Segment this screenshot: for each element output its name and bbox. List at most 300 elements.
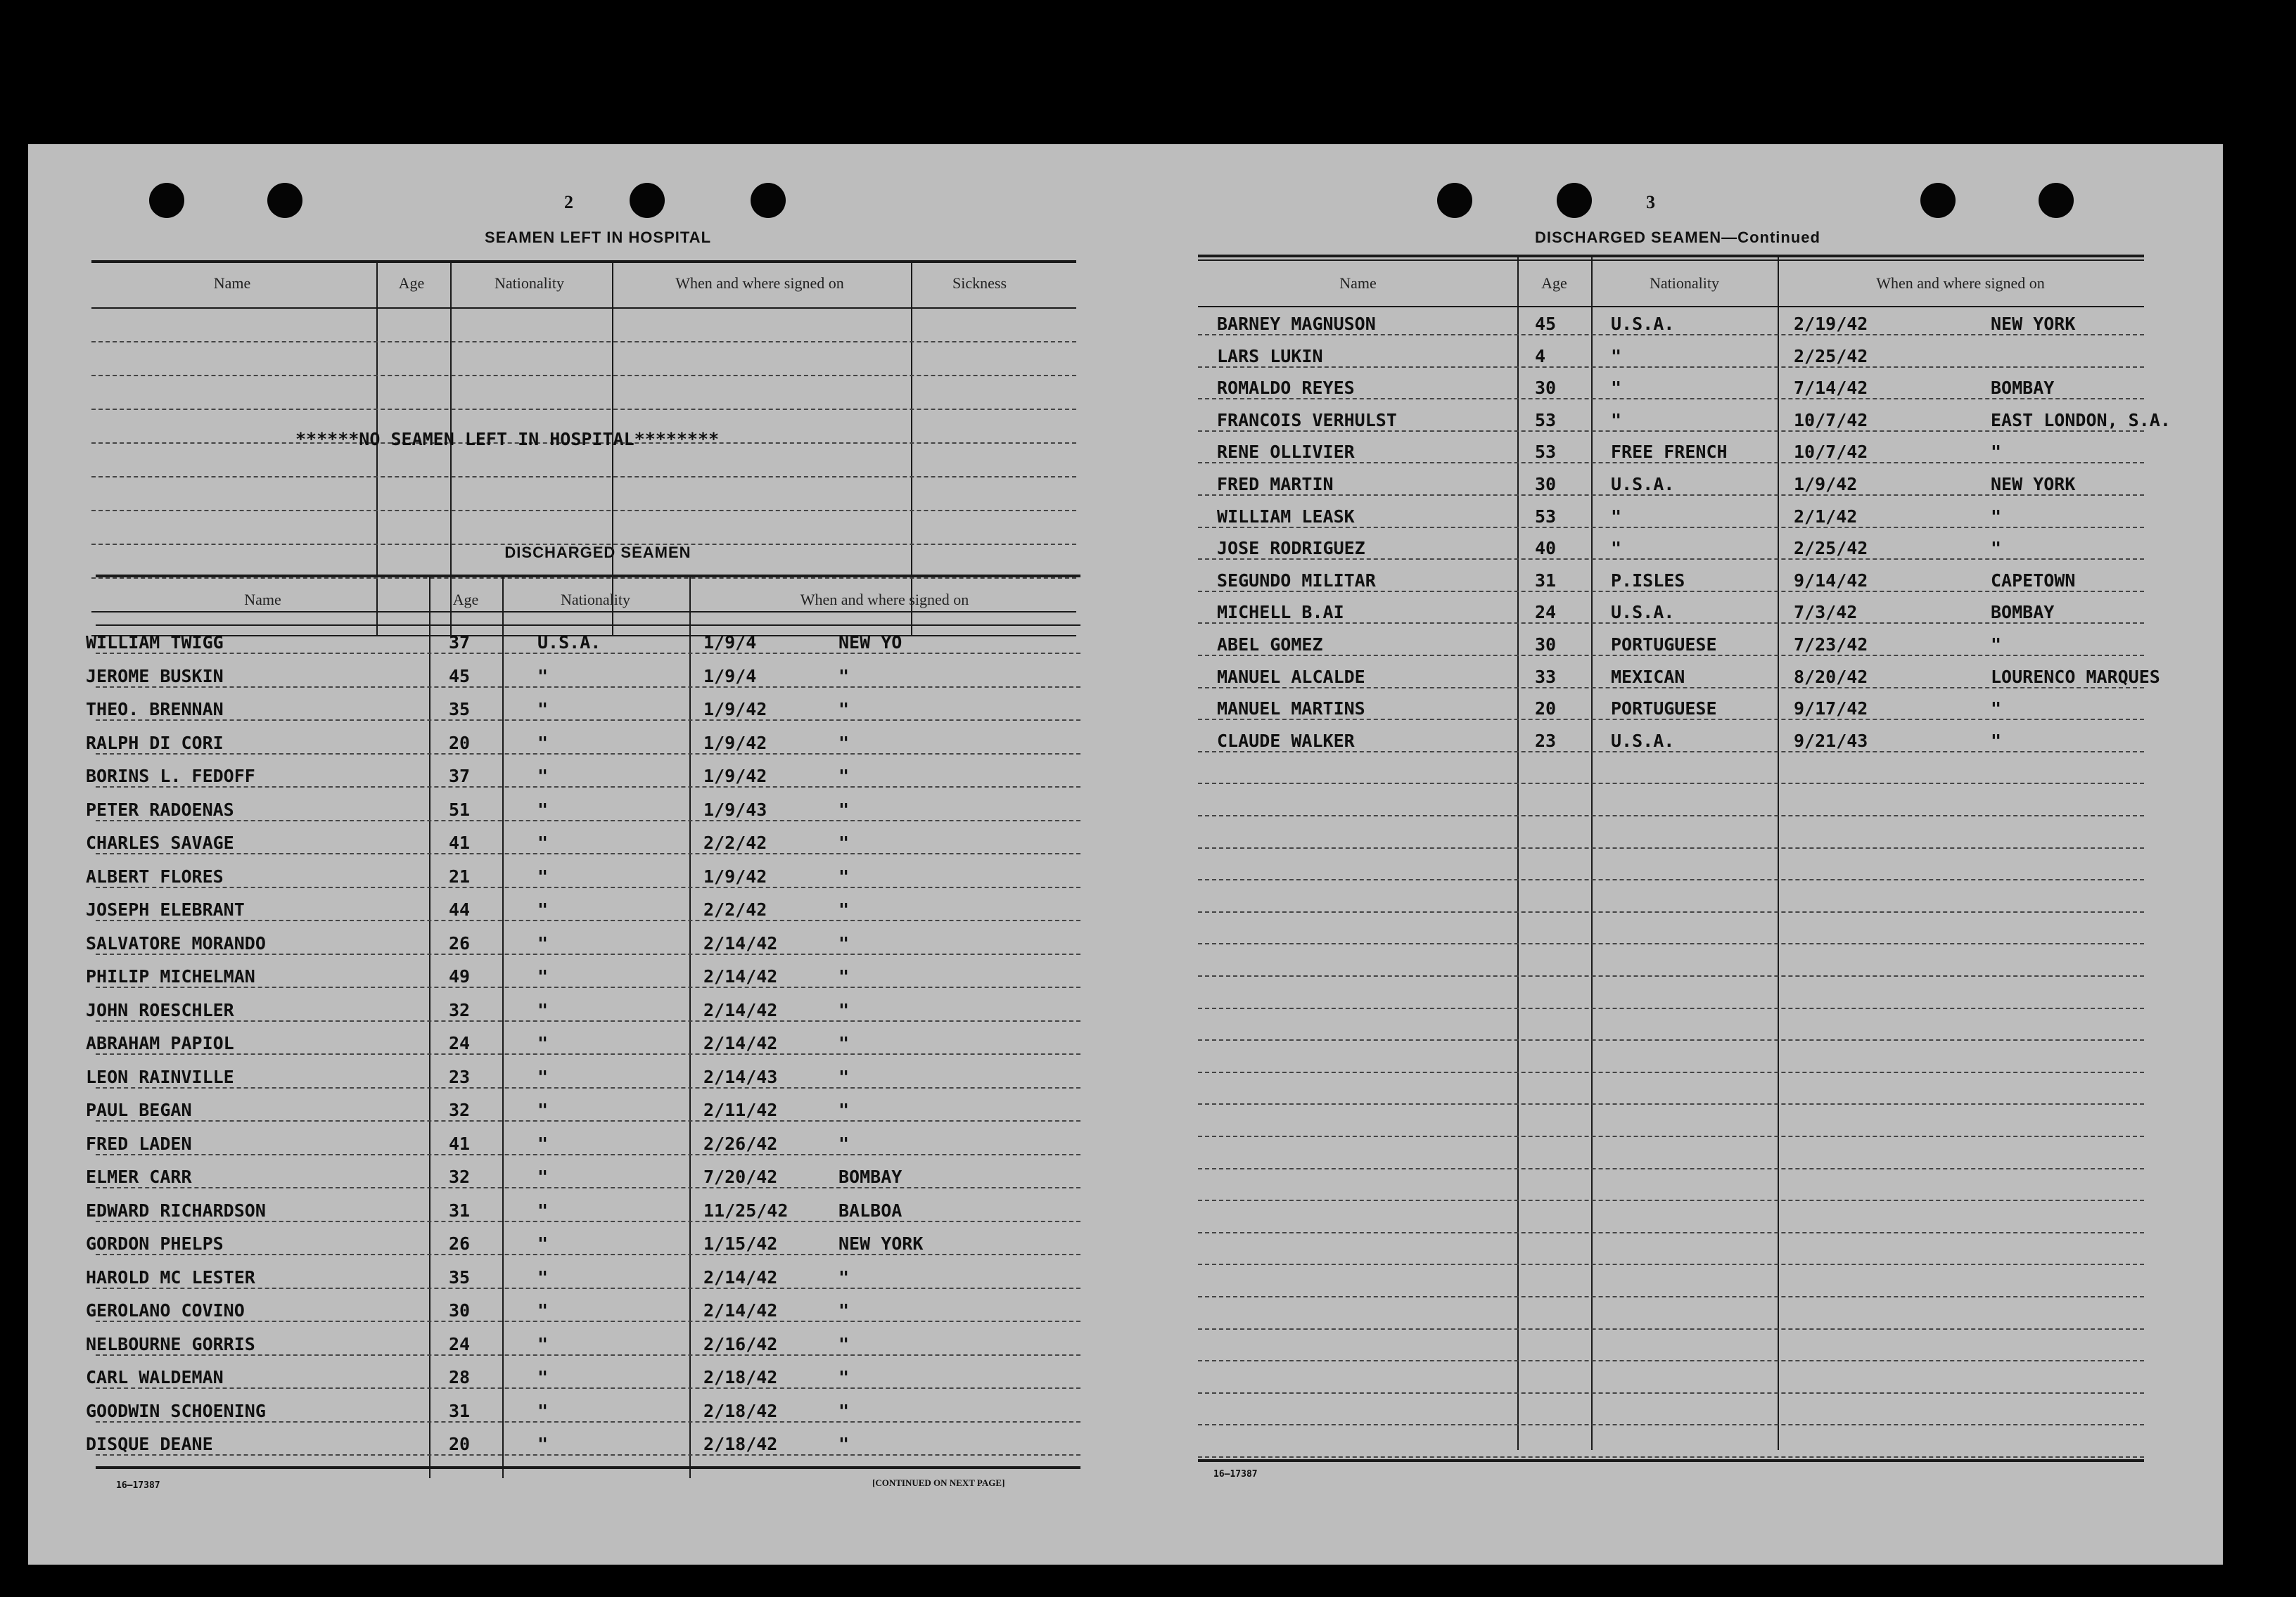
cell-age: 41	[449, 1133, 471, 1154]
row-line	[91, 341, 1076, 342]
row-line	[96, 1120, 1080, 1122]
row-line	[1198, 430, 2144, 432]
row-line	[1198, 655, 2144, 656]
cell-place: "	[838, 932, 850, 954]
cell-age: 30	[1535, 378, 1557, 399]
cell-age: 53	[1535, 506, 1557, 527]
cell-place: "	[838, 699, 850, 719]
cell-place: NEW YORK	[838, 1233, 924, 1254]
cell-nationality: U.S.A.	[1611, 474, 1675, 494]
form-number: 16—17387	[116, 1480, 160, 1491]
row-line	[1198, 591, 2144, 592]
cell-age: 37	[449, 766, 471, 786]
row-line	[1198, 1008, 2144, 1009]
col-divider	[1778, 255, 1779, 1450]
discharged-continued-title: DISCHARGED SEAMEN—Continued	[1535, 229, 1820, 246]
rule	[1198, 255, 2144, 257]
row-line	[1198, 1456, 2144, 1458]
row-line	[1198, 1264, 2144, 1265]
cell-nationality: "	[537, 766, 549, 786]
cell-place: "	[838, 1300, 850, 1321]
cell-place: "	[838, 866, 850, 887]
cell-nationality: "	[537, 665, 549, 686]
cell-age: 23	[1535, 730, 1557, 751]
hospital-col-name: Name	[213, 274, 251, 292]
cell-nationality: "	[537, 899, 549, 920]
cell-nationality: "	[537, 799, 549, 820]
rule	[96, 1466, 1080, 1469]
cell-age: 20	[449, 732, 471, 753]
row-line	[96, 786, 1080, 788]
cell-name: GEROLANO COVINO	[86, 1300, 245, 1321]
cell-date: 1/9/42	[703, 866, 767, 887]
cell-nationality: "	[1611, 345, 1622, 366]
cell-date: 2/1/42	[1794, 506, 1858, 527]
row-line	[1198, 687, 2144, 688]
cell-date: 7/23/42	[1794, 634, 1868, 655]
cell-date: 2/14/43	[703, 1066, 778, 1087]
cell-name: JOSE RODRIGUEZ	[1217, 538, 1365, 559]
right-page	[1125, 144, 2223, 1565]
cell-date: 10/7/42	[1794, 442, 1868, 463]
cell-age: 44	[449, 899, 471, 920]
cell-date: 11/25/42	[703, 1200, 789, 1221]
row-line	[96, 1421, 1080, 1423]
cell-age: 32	[449, 999, 471, 1020]
cell-nationality: "	[537, 732, 549, 753]
cell-name: JEROME BUSKIN	[86, 665, 224, 686]
cell-place: "	[838, 1266, 850, 1288]
cell-place: NEW YORK	[1991, 474, 2076, 494]
cell-name: ABEL GOMEZ	[1217, 634, 1323, 655]
cell-nationality: "	[537, 1333, 549, 1354]
cell-name: BORINS L. FEDOFF	[86, 766, 255, 786]
discharged-col-when-where: When and where signed on	[800, 591, 969, 608]
left-page	[28, 144, 1125, 1565]
cell-date: 1/9/4	[703, 632, 757, 653]
cell-age: 45	[449, 665, 471, 686]
hospital-col-nationality: Nationality	[495, 274, 564, 292]
row-line	[1198, 494, 2144, 496]
cell-date: 9/14/42	[1794, 570, 1868, 591]
cell-date: 2/14/42	[703, 1266, 778, 1288]
row-line	[96, 853, 1080, 854]
cell-name: MANUEL MARTINS	[1217, 698, 1365, 719]
cell-date: 10/7/42	[1794, 409, 1868, 430]
row-line	[1198, 879, 2144, 880]
row-line	[96, 753, 1080, 755]
row-line	[96, 1321, 1080, 1322]
hospital-col-when-where: When and where signed on	[675, 274, 844, 292]
row-line	[91, 375, 1076, 376]
row-line	[96, 1154, 1080, 1155]
cell-date: 2/14/42	[703, 999, 778, 1020]
rule	[91, 260, 1076, 263]
no-seamen-note: ******NO SEAMEN LEFT IN HOSPITAL********	[295, 429, 720, 449]
row-line	[1198, 1360, 2144, 1361]
col-divider	[1591, 255, 1593, 1450]
cell-nationality: PORTUGUESE	[1611, 698, 1717, 719]
rule	[96, 624, 1080, 626]
cell-nationality: "	[537, 1066, 549, 1087]
row-line	[1198, 1072, 2144, 1073]
cell-place: "	[838, 1400, 850, 1421]
cell-nationality: U.S.A.	[1611, 602, 1675, 623]
cell-name: JOHN ROESCHLER	[86, 999, 234, 1020]
cell-place: "	[838, 966, 850, 987]
cell-age: 30	[1535, 474, 1557, 494]
cell-date: 9/17/42	[1794, 698, 1868, 719]
cell-age: 24	[449, 1333, 471, 1354]
row-line	[1198, 462, 2144, 463]
cell-age: 35	[449, 1266, 471, 1288]
cell-place: "	[838, 1066, 850, 1087]
row-line	[1198, 366, 2144, 368]
right-col-age: Age	[1541, 274, 1567, 292]
cell-place: "	[838, 1100, 850, 1120]
cell-age: 37	[449, 632, 471, 653]
cell-date: 2/19/42	[1794, 314, 1868, 334]
discharged-col-age: Age	[452, 591, 479, 608]
cell-age: 21	[449, 866, 471, 887]
cell-place: "	[1991, 698, 2002, 719]
row-line	[1198, 847, 2144, 849]
cell-age: 28	[449, 1367, 471, 1387]
cell-date: 1/9/42	[1794, 474, 1858, 494]
cell-date: 7/20/42	[703, 1167, 778, 1187]
cell-name: FRED MARTIN	[1217, 474, 1334, 494]
row-line	[1198, 1296, 2144, 1297]
cell-age: 51	[449, 799, 471, 820]
cell-nationality: "	[1611, 378, 1622, 399]
cell-date: 2/18/42	[703, 1367, 778, 1387]
rule	[1198, 306, 2144, 307]
cell-nationality: "	[537, 1133, 549, 1154]
cell-name: MANUEL ALCALDE	[1217, 666, 1365, 687]
cell-age: 26	[449, 932, 471, 954]
row-line	[96, 920, 1080, 921]
cell-age: 31	[1535, 570, 1557, 591]
cell-place: NEW YORK	[1991, 314, 2076, 334]
cell-place: CAPETOWN	[1991, 570, 2076, 591]
cell-nationality: "	[537, 1233, 549, 1254]
row-line	[91, 577, 1076, 579]
page-number: 3	[1646, 192, 1655, 212]
cell-place: "	[1991, 538, 2002, 559]
cell-nationality: "	[1611, 506, 1622, 527]
cell-name: DISQUE DEANE	[86, 1434, 213, 1454]
cell-name: FRED LADEN	[86, 1133, 192, 1154]
row-line	[96, 1187, 1080, 1188]
cell-date: 2/26/42	[703, 1133, 778, 1154]
row-line	[1198, 943, 2144, 944]
cell-nationality: "	[537, 1434, 549, 1454]
cell-name: SALVATORE MORANDO	[86, 932, 266, 954]
rule	[96, 575, 1080, 577]
row-line	[1198, 1168, 2144, 1169]
row-line	[1198, 751, 2144, 752]
cell-place: "	[838, 766, 850, 786]
cell-date: 2/18/42	[703, 1400, 778, 1421]
cell-name: RENE OLLIVIER	[1217, 442, 1355, 463]
cell-nationality: U.S.A.	[1611, 314, 1675, 334]
cell-age: 45	[1535, 314, 1557, 334]
col-divider	[911, 260, 912, 636]
cell-place: "	[838, 899, 850, 920]
hospital-section-title: SEAMEN LEFT IN HOSPITAL	[484, 229, 712, 246]
cell-age: 41	[449, 833, 471, 853]
cell-age: 30	[1535, 634, 1557, 655]
cell-nationality: "	[537, 1100, 549, 1120]
cell-age: 24	[1535, 602, 1557, 623]
cell-name: GOODWIN SCHOENING	[86, 1400, 266, 1421]
cell-date: 1/9/42	[703, 732, 767, 753]
cell-date: 2/11/42	[703, 1100, 778, 1120]
row-line	[1198, 1392, 2144, 1394]
cell-nationality: "	[537, 932, 549, 954]
cell-name: EDWARD RICHARDSON	[86, 1200, 266, 1221]
cell-date: 1/9/42	[703, 766, 767, 786]
cell-place: "	[838, 732, 850, 753]
row-line	[1198, 1328, 2144, 1330]
discharged-col-name: Name	[244, 591, 281, 608]
cell-age: 35	[449, 699, 471, 719]
row-line	[1198, 622, 2144, 624]
cell-nationality: P.ISLES	[1611, 570, 1685, 591]
cell-date: 2/16/42	[703, 1333, 778, 1354]
cell-name: CHARLES SAVAGE	[86, 833, 234, 853]
cell-name: WILLIAM LEASK	[1217, 506, 1355, 527]
row-line	[96, 686, 1080, 688]
cell-place: NEW YO	[838, 632, 903, 653]
cell-name: GORDON PHELPS	[86, 1233, 224, 1254]
cell-date: 1/15/42	[703, 1233, 778, 1254]
hospital-col-age: Age	[398, 274, 425, 292]
page-number: 2	[564, 192, 573, 212]
cell-nationality: "	[537, 999, 549, 1020]
cell-nationality: "	[537, 1300, 549, 1321]
row-line	[96, 887, 1080, 888]
cell-nationality: FREE FRENCH	[1611, 442, 1728, 463]
cell-name: RALPH DI CORI	[86, 732, 224, 753]
cell-date: 2/2/42	[703, 899, 767, 920]
row-line	[1198, 1424, 2144, 1425]
cell-name: PAUL BEGAN	[86, 1100, 192, 1120]
cell-age: 24	[449, 1033, 471, 1053]
row-line	[1198, 1232, 2144, 1233]
row-line	[96, 719, 1080, 721]
cell-date: 2/25/42	[1794, 538, 1868, 559]
right-col-nationality: Nationality	[1650, 274, 1719, 292]
row-line	[91, 476, 1076, 477]
col-divider	[502, 575, 504, 1478]
cell-name: CLAUDE WALKER	[1217, 730, 1355, 751]
row-line	[1198, 334, 2144, 335]
cell-place: "	[838, 1333, 850, 1354]
cell-place: "	[838, 665, 850, 686]
cell-age: 4	[1535, 345, 1546, 366]
row-line	[1198, 719, 2144, 720]
row-line	[96, 1288, 1080, 1289]
cell-name: LARS LUKIN	[1217, 345, 1323, 366]
row-line	[91, 409, 1076, 410]
cell-age: 20	[1535, 698, 1557, 719]
row-line	[91, 510, 1076, 511]
row-line	[96, 987, 1080, 988]
cell-name: HAROLD MC LESTER	[86, 1266, 255, 1288]
row-line	[96, 1354, 1080, 1356]
cell-nationality: "	[537, 1400, 549, 1421]
cell-age: 32	[449, 1100, 471, 1120]
discharged-col-nationality: Nationality	[561, 591, 630, 608]
cell-name: PHILIP MICHELMAN	[86, 966, 255, 987]
col-divider	[429, 575, 431, 1478]
cell-name: CARL WALDEMAN	[86, 1367, 224, 1387]
row-line	[1198, 1136, 2144, 1137]
cell-name: NELBOURNE GORRIS	[86, 1333, 255, 1354]
cell-name: WILLIAM TWIGG	[86, 632, 224, 653]
cell-age: 31	[449, 1400, 471, 1421]
cell-age: 32	[449, 1167, 471, 1187]
cell-date: 2/14/42	[703, 1033, 778, 1053]
right-col-when-where: When and where signed on	[1876, 274, 2045, 292]
cell-place: "	[1991, 506, 2002, 527]
cell-nationality: PORTUGUESE	[1611, 634, 1717, 655]
cell-nationality: "	[537, 1200, 549, 1221]
cell-age: 26	[449, 1233, 471, 1254]
cell-place: "	[1991, 730, 2002, 751]
row-line	[1198, 1039, 2144, 1041]
hospital-col-sickness: Sickness	[952, 274, 1007, 292]
row-line	[96, 1254, 1080, 1255]
cell-name: ELMER CARR	[86, 1167, 192, 1187]
cell-place: "	[838, 1434, 850, 1454]
cell-age: 23	[449, 1066, 471, 1087]
cell-date: 2/14/42	[703, 932, 778, 954]
cell-age: 20	[449, 1434, 471, 1454]
cell-name: FRANCOIS VERHULST	[1217, 409, 1397, 430]
rule	[91, 307, 1076, 309]
cell-place: BALBOA	[838, 1200, 903, 1221]
cell-nationality: "	[537, 966, 549, 987]
cell-name: MICHELL B.AI	[1217, 602, 1344, 623]
cell-name: ALBERT FLORES	[86, 866, 224, 887]
cell-date: 2/14/42	[703, 966, 778, 987]
rule	[91, 611, 1076, 612]
continued-note: [CONTINUED ON NEXT PAGE]	[872, 1477, 1005, 1488]
cell-place: BOMBAY	[1991, 602, 2055, 623]
cell-name: JOSEPH ELEBRANT	[86, 899, 245, 920]
row-line	[96, 1221, 1080, 1222]
cell-place: "	[838, 1367, 850, 1387]
cell-date: 8/20/42	[1794, 666, 1868, 687]
col-divider	[689, 575, 691, 1478]
cell-place: "	[1991, 634, 2002, 655]
cell-nationality: U.S.A.	[1611, 730, 1675, 751]
cell-name: BARNEY MAGNUSON	[1217, 314, 1376, 334]
document-sheet	[28, 144, 2223, 1565]
cell-name: LEON RAINVILLE	[86, 1066, 234, 1087]
right-col-name: Name	[1339, 274, 1377, 292]
row-line	[96, 1020, 1080, 1022]
cell-age: 53	[1535, 442, 1557, 463]
cell-nationality: "	[537, 699, 549, 719]
cell-nationality: "	[537, 1266, 549, 1288]
cell-nationality: "	[537, 833, 549, 853]
cell-place: "	[838, 1033, 850, 1053]
row-line	[96, 1387, 1080, 1389]
cell-place: EAST LONDON, S.A.	[1991, 409, 2171, 430]
row-line	[1198, 527, 2144, 528]
cell-date: 1/9/42	[703, 699, 767, 719]
cell-place: "	[838, 799, 850, 820]
cell-date: 1/9/43	[703, 799, 767, 820]
cell-nationality: U.S.A.	[537, 632, 601, 653]
row-line	[96, 1087, 1080, 1089]
cell-date: 2/2/42	[703, 833, 767, 853]
cell-date: 2/25/42	[1794, 345, 1868, 366]
row-line	[1198, 1200, 2144, 1201]
cell-place: LOURENCO MARQUES	[1991, 666, 2160, 687]
row-line	[96, 820, 1080, 821]
row-line	[1198, 1103, 2144, 1105]
row-line	[96, 954, 1080, 955]
cell-name: THEO. BRENNAN	[86, 699, 224, 719]
cell-nationality: "	[1611, 409, 1622, 430]
cell-nationality: MEXICAN	[1611, 666, 1685, 687]
cell-nationality: "	[537, 1367, 549, 1387]
row-line	[96, 1053, 1080, 1055]
cell-place: BOMBAY	[838, 1167, 903, 1187]
row-line	[96, 1454, 1080, 1456]
cell-name: ROMALDO REYES	[1217, 378, 1355, 399]
cell-age: 31	[449, 1200, 471, 1221]
cell-date: 7/14/42	[1794, 378, 1868, 399]
cell-age: 49	[449, 966, 471, 987]
cell-date: 9/21/43	[1794, 730, 1868, 751]
cell-place: "	[838, 833, 850, 853]
rule	[1198, 1459, 2144, 1462]
cell-age: 40	[1535, 538, 1557, 559]
cell-place: "	[1991, 442, 2002, 463]
cell-date: 2/18/42	[703, 1434, 778, 1454]
cell-date: 2/14/42	[703, 1300, 778, 1321]
row-line	[1198, 783, 2144, 784]
cell-nationality: "	[537, 1167, 549, 1187]
cell-nationality: "	[537, 1033, 549, 1053]
col-divider	[1517, 255, 1519, 1450]
cell-name: SEGUNDO MILITAR	[1217, 570, 1376, 591]
cell-age: 30	[449, 1300, 471, 1321]
form-number: 16—17387	[1213, 1469, 1258, 1480]
rule	[1198, 259, 2144, 261]
cell-nationality: "	[1611, 538, 1622, 559]
cell-place: "	[838, 1133, 850, 1154]
row-line	[1198, 815, 2144, 816]
discharged-section-title: DISCHARGED SEAMEN	[504, 544, 691, 561]
row-line	[1198, 975, 2144, 977]
cell-name: PETER RADOENAS	[86, 799, 234, 820]
cell-nationality: "	[537, 866, 549, 887]
cell-name: ABRAHAM PAPIOL	[86, 1033, 234, 1053]
row-line	[1198, 558, 2144, 560]
row-line	[1198, 398, 2144, 399]
cell-date: 1/9/4	[703, 665, 757, 686]
row-line	[1198, 911, 2144, 913]
cell-place: "	[838, 999, 850, 1020]
cell-date: 7/3/42	[1794, 602, 1858, 623]
row-line	[96, 653, 1080, 654]
